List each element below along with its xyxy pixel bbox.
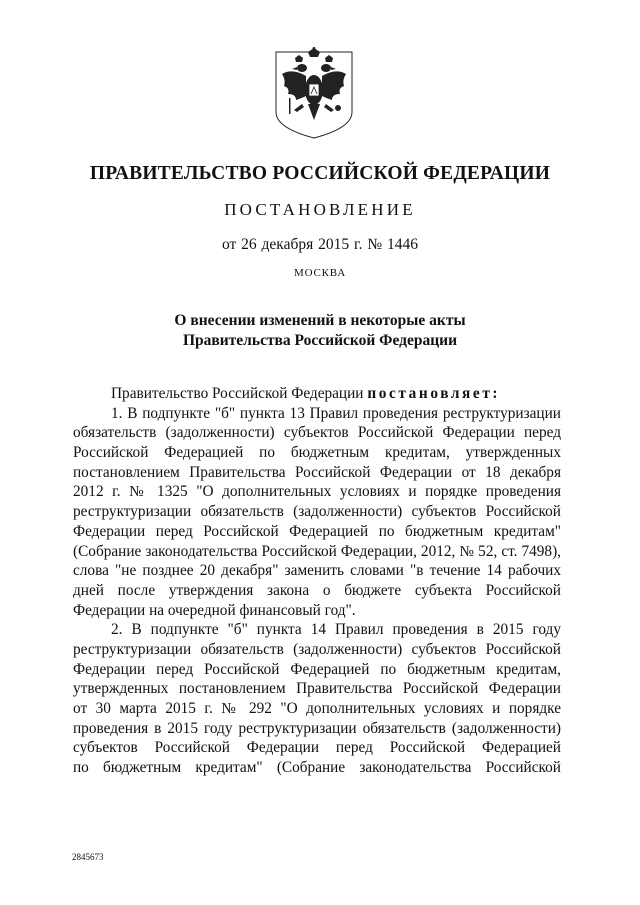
body-line: по бюджетным кредитам" (Собрание законодательства Российской (73, 759, 561, 777)
body-line: Федерации перед Российской Федерацией по бюджетным кредитам" (73, 522, 561, 540)
body-line: от 30 марта 2015 г. № 292 "О дополнительных условиях и порядке (73, 700, 561, 717)
body-line: (Собрание законодательства Российской Федерации, 2012, № 52, ст. 7498), (73, 542, 561, 560)
body-line: реструктуризации обязательств (задолженности) субъектов Российской (73, 640, 561, 658)
intro-line (73, 384, 561, 404)
coat-of-arms-emblem (272, 46, 356, 140)
body-line: Федерации перед Российской Федерацией по бюджетным кредитам, (73, 660, 561, 678)
body-line: 2012 г. № 1325 "О дополнительных условиях и порядке проведения (73, 483, 561, 501)
document-subject (0, 311, 640, 351)
body-line: проведения в 2015 году реструктуризации обязательств (задолженности) (73, 719, 561, 737)
body-line: обязательств (задолженности) субъектов Российской Федерации перед (73, 424, 561, 442)
document-body (73, 384, 561, 778)
body-line: Российской Федерацией по бюджетным кредитам, утвержденных (73, 444, 561, 462)
body-line: дней после утверждения закона о бюджете субъекта Российской (73, 581, 561, 599)
document-kind: ПОСТАНОВЛЕНИЕ (224, 200, 416, 219)
body-line: утвержденных постановлением Правительства Российской Федерации (73, 680, 561, 698)
intro-prefix: Правительство Российской Федерации (111, 385, 364, 402)
body-line: постановлением Правительства Российской Федерации от 18 декабря (73, 463, 561, 481)
subject-line: О внесении изменений в некоторые акты (174, 312, 466, 329)
body-line: 1. В подпункте "б" пункта 13 Правил проведения реструктуризации (111, 404, 561, 422)
city: МОСКВА (294, 267, 346, 279)
body-line: Федерации на очередной финансовый год". (73, 601, 356, 619)
body-line: реструктуризации обязательств (задолженности) субъектов Российской (73, 503, 561, 521)
intro-verb: постановляет: (367, 385, 501, 402)
government-title: ПРАВИТЕЛЬСТВО РОССИЙСКОЙ ФЕДЕРАЦИИ (89, 163, 551, 184)
date-and-number: от 26 декабря 2015 г. № 1446 (221, 236, 419, 253)
body-line: слова "не позднее 20 декабря" заменить словами "в течение 14 рабочих (73, 562, 561, 580)
body-line: 2. В подпункте "б" пункта 14 Правил проведения в 2015 году (111, 621, 561, 639)
subject-line: Правительства Российской Федерации (182, 332, 458, 349)
document-id: 2845673 (72, 852, 104, 862)
body-line: субъектов Российской Федерации перед Российской Федерацией (73, 739, 561, 757)
